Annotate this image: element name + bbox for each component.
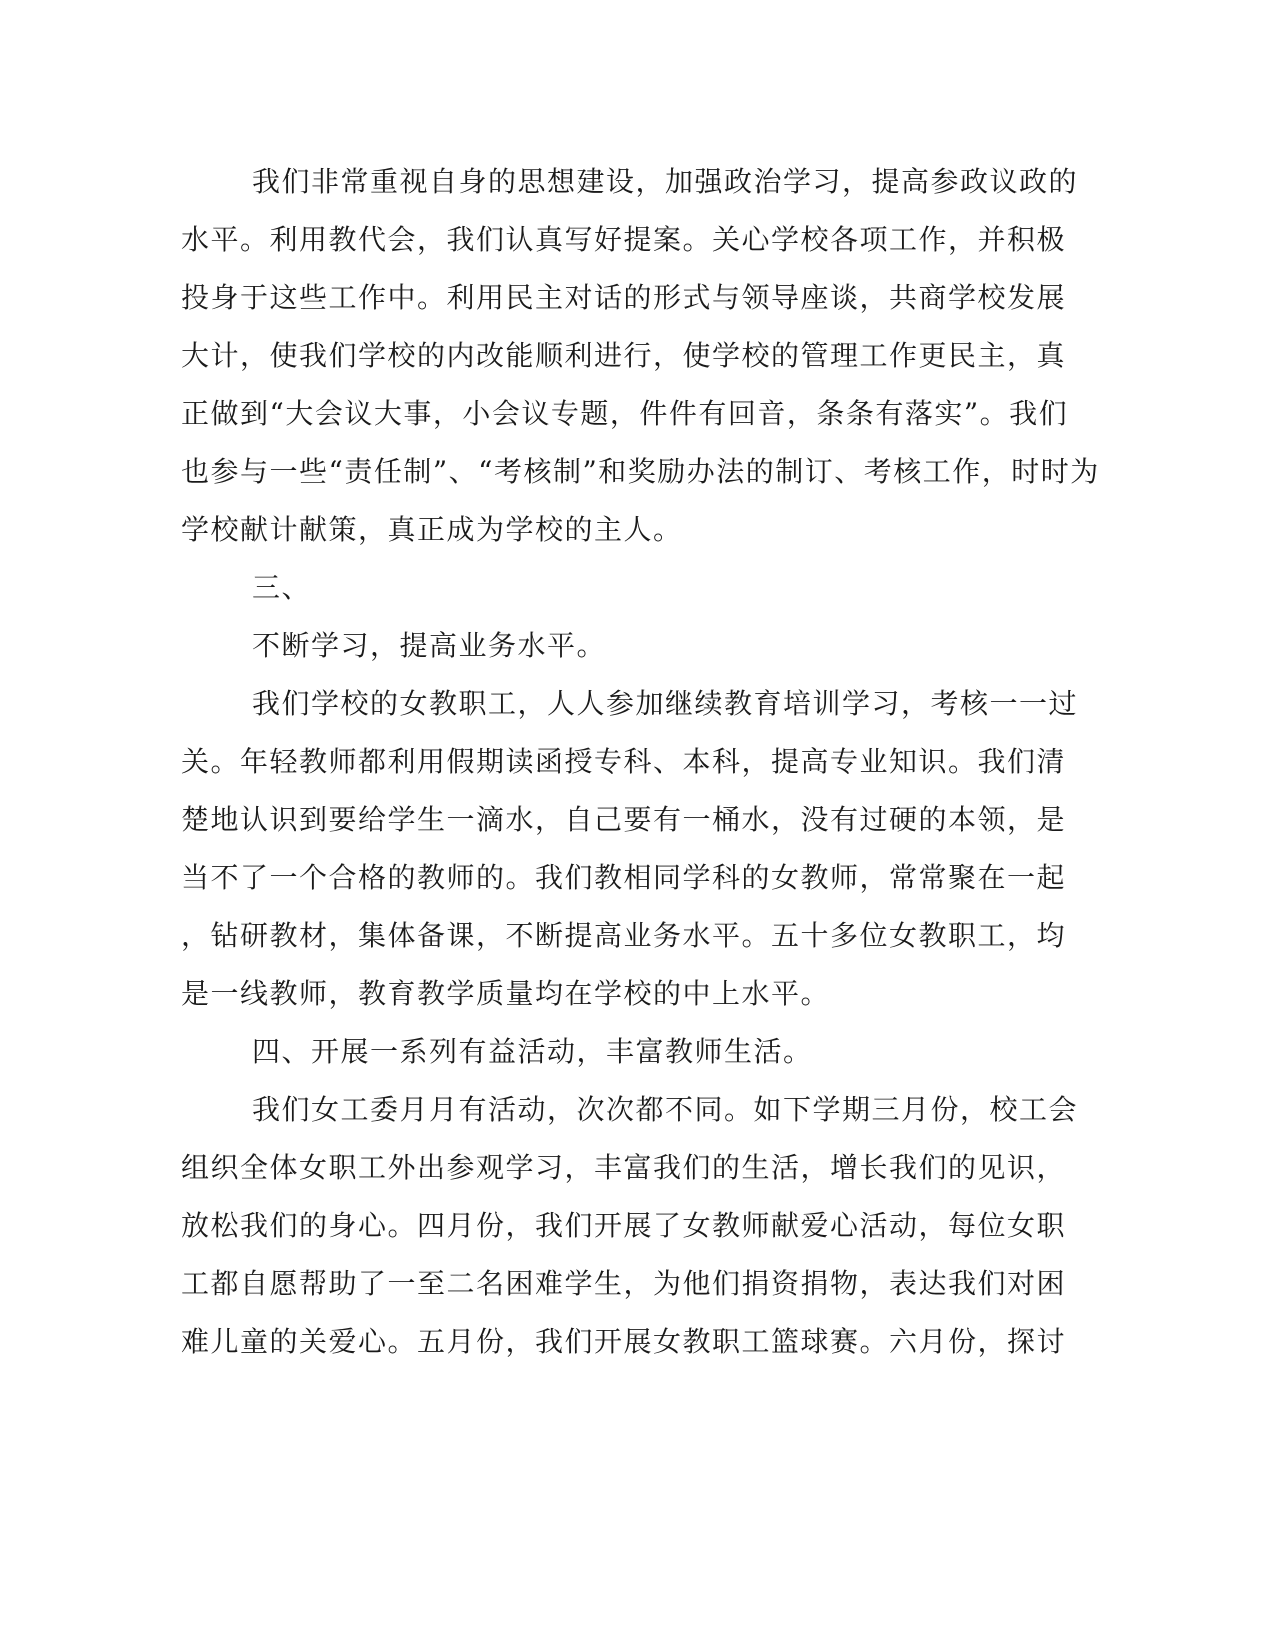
text-line: 关。年轻教师都利用假期读函授专科、本科，提高专业知识。我们清 [181, 745, 1067, 778]
text-line: 我们女工委月月有活动，次次都不同。如下学期三月份，校工会 [252, 1093, 1079, 1126]
section-heading: 四、开展一系列有益活动，丰富教师生活。 [252, 1035, 813, 1068]
text-line: 大计，使我们学校的内改能顺利进行，使学校的管理工作更民主，真 [181, 339, 1067, 372]
text-line: 放松我们的身心。四月份，我们开展了女教师献爱心活动，每位女职 [181, 1209, 1067, 1242]
text-line: 我们非常重视自身的思想建设，加强政治学习，提高参政议政的 [252, 165, 1079, 198]
text-line: 我们学校的女教职工，人人参加继续教育培训学习，考核一一过 [252, 687, 1079, 720]
text-line: 正做到“大会议大事，小会议专题，件件有回音，条条有落实”。我们 [181, 397, 1069, 430]
text-line: 组织全体女职工外出参观学习，丰富我们的生活，增长我们的见识， [181, 1151, 1067, 1184]
text-line: ，钻研教材，集体备课，不断提高业务水平。五十多位女教职工，均 [181, 919, 1067, 952]
text-line: 投身于这些工作中。利用民主对话的形式与领导座谈，共商学校发展 [181, 281, 1067, 314]
section-heading: 三、 [252, 571, 312, 604]
text-line: 当不了一个合格的教师的。我们教相同学科的女教师，常常聚在一起 [181, 861, 1067, 894]
section-heading: 不断学习，提高业务水平。 [252, 629, 607, 662]
text-line: 学校献计献策，真正成为学校的主人。 [181, 513, 683, 546]
text-line: 是一线教师，教育教学质量均在学校的中上水平。 [181, 977, 831, 1010]
text-line: 也参与一些“责任制”、“考核制”和奖励办法的制订、考核工作，时时为 [181, 455, 1100, 488]
text-line: 工都自愿帮助了一至二名困难学生，为他们捐资捐物，表达我们对困 [181, 1267, 1067, 1300]
text-line: 水平。利用教代会，我们认真写好提案。关心学校各项工作，并积极 [181, 223, 1067, 256]
text-line: 楚地认识到要给学生一滴水，自己要有一桶水，没有过硬的本领，是 [181, 803, 1067, 836]
text-line: 难儿童的关爱心。五月份，我们开展女教职工篮球赛。六月份，探讨 [181, 1325, 1067, 1358]
